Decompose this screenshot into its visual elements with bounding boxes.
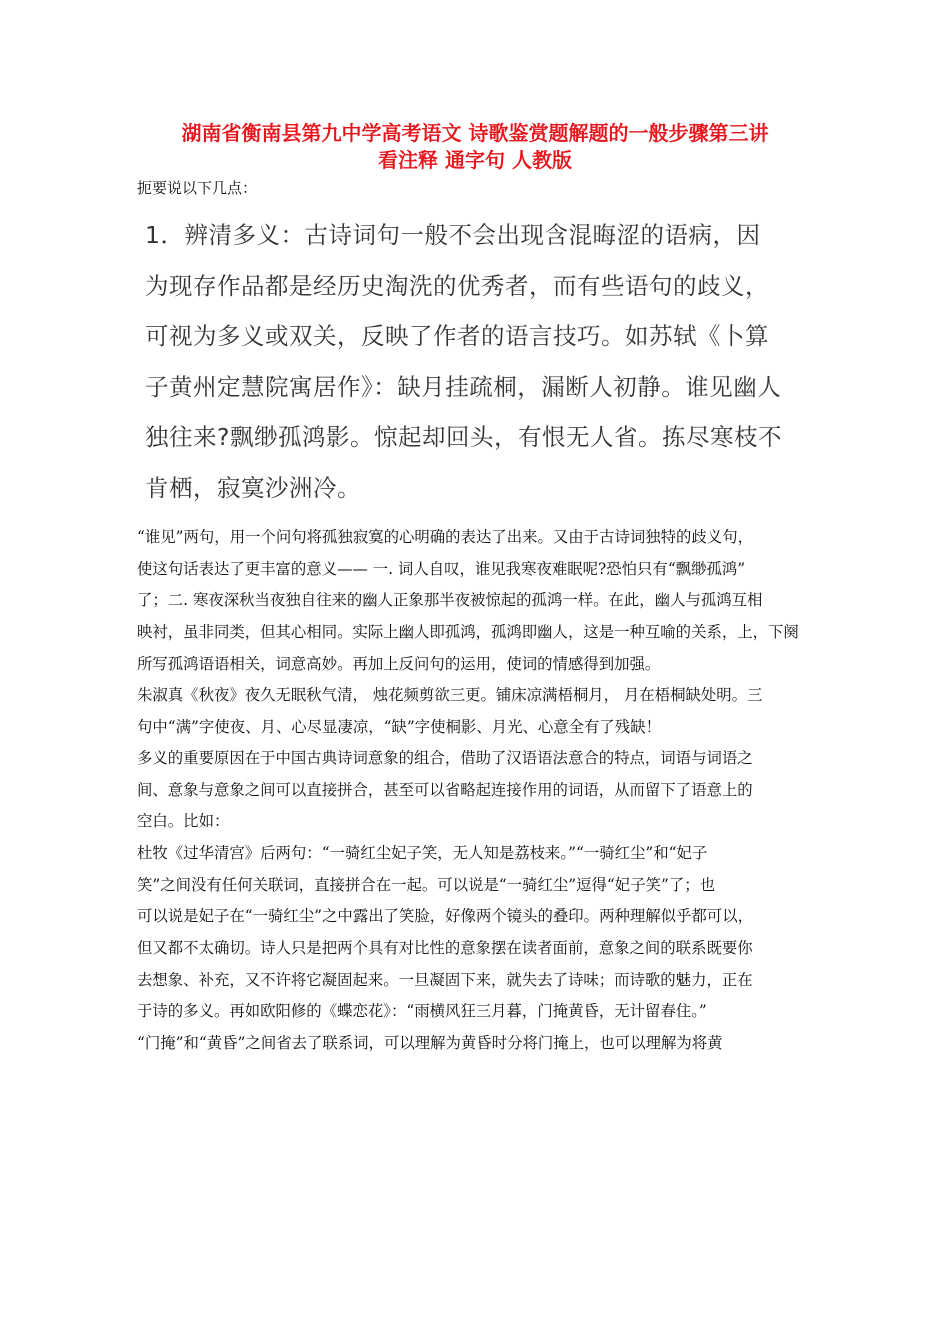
paragraph-1 — [137, 522, 827, 680]
scanned-line: 可视为多义或双关，反映了作者的语言技巧。如苏轼《卜算 — [145, 322, 769, 350]
scanned-line: 肯栖，寂寞沙洲冷。 — [145, 473, 361, 502]
paragraph-line: 间、意象与意象之间可以直接拼合，甚至可以省略起连接作用的词语，从而留下了语意上的 — [137, 780, 753, 799]
document-title — [100, 120, 850, 174]
paragraph-line: 可以说是妃子在“一骑红尘”之中露出了笑脸，好像两个镜头的叠印。两种理解似乎都可以， — [137, 907, 753, 926]
paragraph-line: 句中“满”字使夜、月、心尽显凄凉，“缺”字使桐影、月光、心意全有了残缺！ — [137, 717, 661, 736]
paragraph-line: 所写孤鸿语语相关，词意高妙。再加上反问句的运用，使词的情感得到加强。 — [137, 654, 661, 673]
paragraph-line: 了；二. 寒夜深秋当夜独自往来的幽人正象那半夜被惊起的孤鸿一样。在此，幽人与孤鸿互相 — [137, 591, 763, 610]
paragraph-line: 使这句话表达了更丰富的意义—— 一. 词人自叹，谁见我寒夜难眠呢?恐怕只有“飘缈孤鸿” — [137, 559, 746, 578]
paragraph-4 — [137, 838, 827, 1060]
paragraph-2 — [137, 680, 827, 743]
paragraph-line: “谁见”两句，用一个问句将孤独寂寞的心明确的表达了出来。又由于古诗词独特的歧义句， — [137, 528, 753, 546]
paragraph-line: 空白。比如： — [137, 812, 230, 831]
paragraph-line: 笑”之间没有任何关联词，直接拼合在一起。可以说是“一骑红尘”逗得“妃子笑”了；也 — [137, 875, 716, 894]
paragraph-line: 去想象、补充，又不许将它凝固起来。一旦凝固下来，就失去了诗味；而诗歌的魅力，正在 — [137, 970, 753, 989]
title-line-2: 看注释 通字句 人教版 — [378, 148, 572, 172]
paragraph-line: 朱淑真《秋夜》夜久无眠秋气清， 烛花频剪欲三更。铺床凉满梧桐月， 月在梧桐缺处明。三 — [137, 686, 763, 704]
scanned-line: 为现存作品都是经历史淘洗的优秀者，而有些语句的歧义， — [145, 271, 769, 300]
paragraph-line: 映衬，虽非同类，但其心相同。实际上幽人即孤鸿，孤鸿即幽人，这是一种互喻的关系，上，下阕 — [137, 623, 799, 642]
paragraph-line: 但又都不太确切。诗人只是把两个具有对比性的意象摆在读者面前，意象之间的联系既要你 — [137, 939, 753, 958]
scanned-line: 子黄州定慧院寓居作》：缺月挂疏桐，漏断人初静。谁见幽人 — [145, 372, 782, 401]
paragraph-line: 多义的重要原因在于中国古典诗词意象的组合，借助了汉语语法意合的特点，词语与词语之 — [137, 749, 753, 767]
scanned-line: 1．辨清多义：古诗词句一般不会出现含混晦涩的语病，因 — [145, 221, 761, 249]
scanned-line: 独往来?飘缈孤鸿影。惊起却回头，有恨无人省。拣尽寒枝不 — [145, 423, 782, 451]
title-line-1: 湖南省衡南县第九中学高考语文 诗歌鉴赏题解题的一般步骤第三讲 — [181, 121, 769, 145]
paragraph-line: 于诗的多义。再如欧阳修的《蝶恋花》：“雨横风狂三月暮，门掩黄昏，无计留春住。” — [137, 1002, 707, 1021]
paragraph-line: 杜牧《过华清宫》后两句：“一骑红尘妃子笑，无人知是荔枝来。”“一骑红尘”和“妃子 — [137, 844, 708, 862]
scanned-text-block — [145, 210, 825, 513]
paragraph-3 — [137, 743, 827, 838]
paragraph-line: “门掩”和“黄昏”之间省去了联系词，可以理解为黄昏时分将门掩上，也可以理解为将黄 — [137, 1034, 723, 1053]
intro-text: 扼要说以下几点： — [137, 179, 258, 197]
